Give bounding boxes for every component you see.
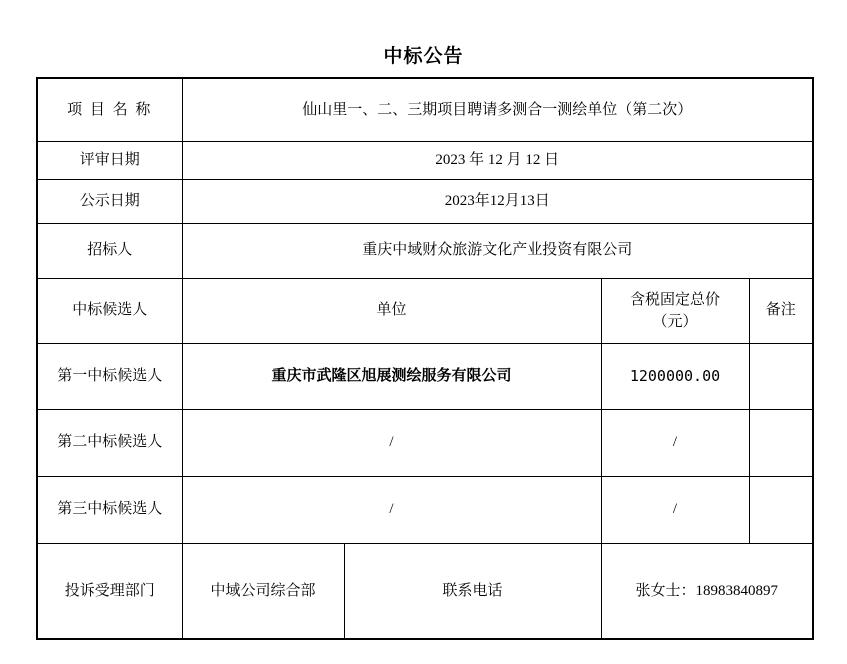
candidate-3-label: 第三中标候选人 xyxy=(37,476,182,543)
tenderer-value: 重庆中域财众旅游文化产业投资有限公司 xyxy=(182,223,813,278)
candidate-1-price: 1200000.00 xyxy=(601,343,749,409)
candidate-3-price: / xyxy=(601,476,749,543)
publicity-date-label: 公示日期 xyxy=(37,179,182,223)
publicity-date-value: 2023年12月13日 xyxy=(182,179,813,223)
contact-value: 张女士：18983840897 xyxy=(601,543,813,639)
candidate-header-label: 中标候选人 xyxy=(37,278,182,343)
candidate-1-unit: 重庆市武隆区旭展测绘服务有限公司 xyxy=(182,343,601,409)
price-header-line1: 含税固定总价 xyxy=(629,291,720,308)
price-header xyxy=(601,278,749,343)
tenderer-row xyxy=(37,223,813,278)
candidate-3-note xyxy=(749,476,813,543)
project-name-label: 项 目 名 称 xyxy=(37,78,182,141)
review-date-row xyxy=(37,141,813,179)
note-header: 备注 xyxy=(749,278,813,343)
review-date-value: 2023 年 12 月 12 日 xyxy=(182,141,813,179)
phone-label: 联系电话 xyxy=(344,543,601,639)
candidate-row-2 xyxy=(37,409,813,476)
candidate-row-3 xyxy=(37,476,813,543)
announcement-table xyxy=(36,77,814,640)
candidate-2-unit: / xyxy=(182,409,601,476)
candidate-1-note xyxy=(749,343,813,409)
candidate-2-note xyxy=(749,409,813,476)
tenderer-label: 招标人 xyxy=(37,223,182,278)
unit-header: 单位 xyxy=(182,278,601,343)
complaint-dept-label: 投诉受理部门 xyxy=(37,543,182,639)
complaint-row xyxy=(37,543,813,639)
candidate-3-unit: / xyxy=(182,476,601,543)
candidate-1-label: 第一中标候选人 xyxy=(37,343,182,409)
candidate-header-row xyxy=(37,278,813,343)
review-date-label: 评审日期 xyxy=(37,141,182,179)
candidate-row-1 xyxy=(37,343,813,409)
candidate-2-price: / xyxy=(601,409,749,476)
price-header-line2: （元） xyxy=(652,313,698,330)
publicity-date-row xyxy=(37,179,813,223)
project-name-value: 仙山里一、二、三期项目聘请多测合一测绘单位（第二次） xyxy=(182,78,813,141)
complaint-department: 中域公司综合部 xyxy=(182,543,344,639)
project-name-row xyxy=(37,78,813,141)
page-title: 中标公告 xyxy=(383,46,464,67)
candidate-2-label: 第二中标候选人 xyxy=(37,409,182,476)
